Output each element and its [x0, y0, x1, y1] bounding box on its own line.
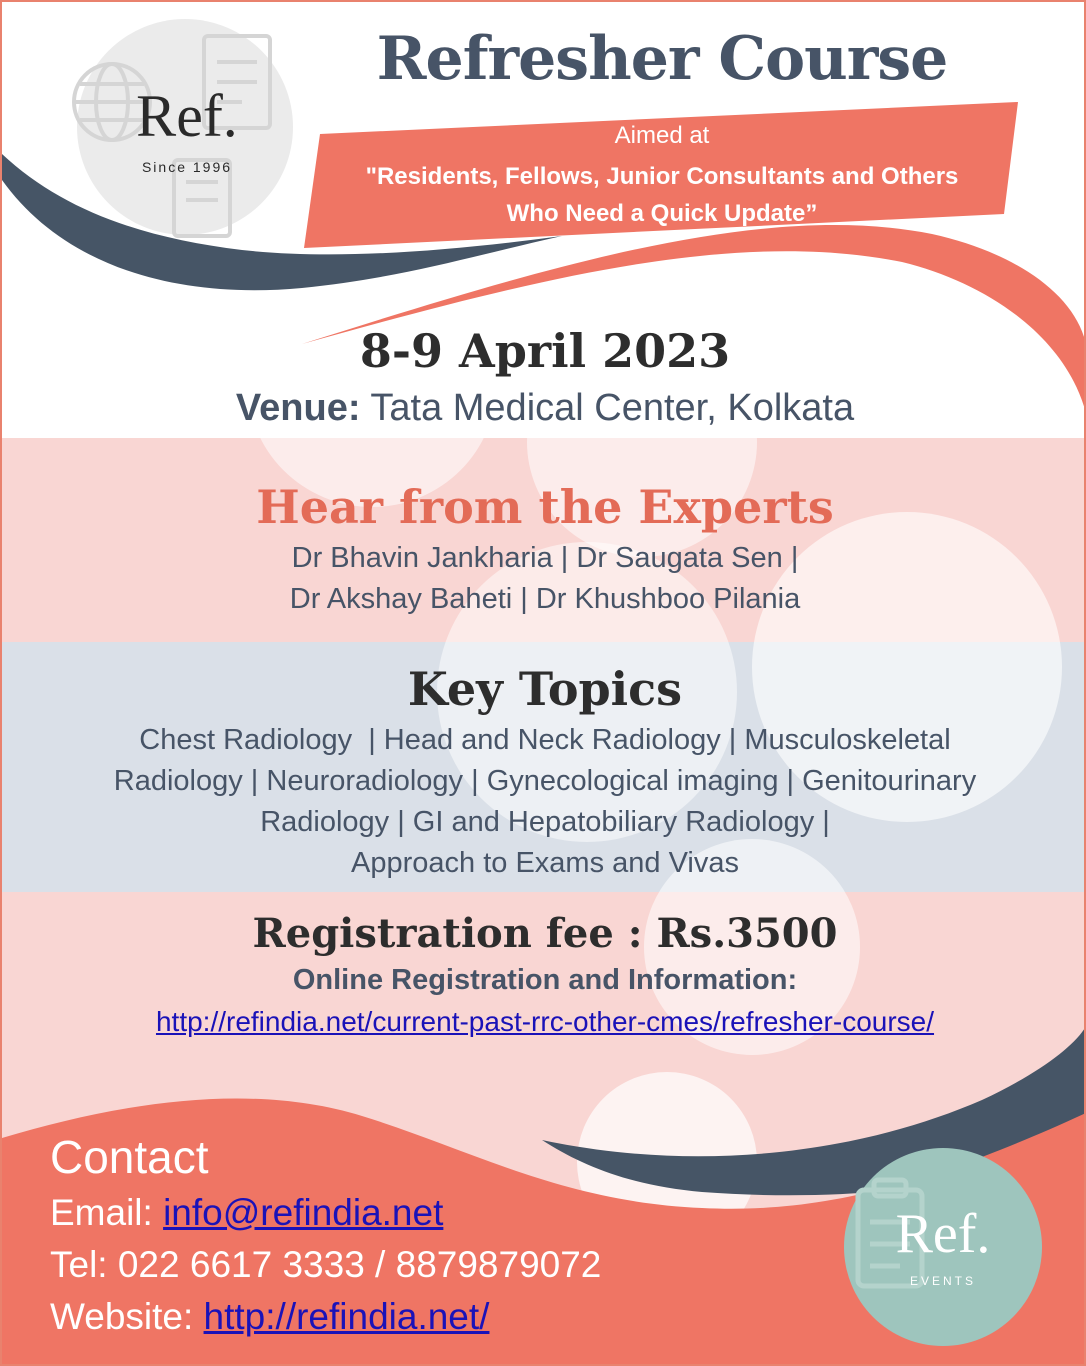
registration-link[interactable]: http://refindia.net/current-past-rrc-other-cmes/refresher-course/ — [155, 1006, 935, 1037]
topics-line-4: Approach to Exams and Vivas — [351, 847, 739, 879]
venue — [2, 387, 1086, 430]
event-date: 8-9 April 2023 — [359, 324, 731, 378]
venue-label: Venue: — [235, 387, 361, 429]
audience-line-2: Who Need a Quick Update” — [506, 200, 818, 227]
bubble — [247, 257, 497, 507]
contact-email — [50, 1192, 443, 1234]
registration-info-label: Online Registration and Information: — [292, 964, 798, 996]
experts-line-1: Dr Bhavin Jankharia | Dr Saugata Sen | — [291, 542, 799, 574]
ref-logo-since: Since 1996 — [141, 159, 233, 175]
email-link[interactable]: info@refindia.net — [163, 1192, 444, 1233]
website-label: Website: — [50, 1296, 204, 1337]
aimed-at-label: Aimed at — [614, 122, 710, 149]
ref-events-logo-sub: EVENTS — [909, 1274, 976, 1288]
experts-heading: Hear from the Experts — [256, 480, 834, 534]
contact-tel: Tel: 022 6617 3333 / 8879879072 — [50, 1244, 602, 1285]
website-link[interactable]: http://refindia.net/ — [203, 1296, 490, 1337]
contact-heading: Contact — [50, 1131, 209, 1183]
topics-line-1: Chest Radiology | Head and Neck Radiology | Musculoskeletal — [139, 724, 951, 756]
ref-logo-text: Ref. — [136, 83, 238, 149]
audience-text — [312, 158, 1012, 232]
experts-line-2: Dr Akshay Baheti | Dr Khushboo Pilania — [289, 583, 801, 615]
registration-fee: Registration fee : Rs.3500 — [252, 910, 838, 957]
topics-heading: Key Topics — [407, 662, 683, 716]
audience-line-1: "Residents, Fellows, Junior Consultants and Others — [365, 163, 959, 190]
topics-list — [22, 720, 1068, 884]
email-label: Email: — [50, 1192, 164, 1233]
page-title: Refresher Course — [376, 24, 948, 94]
ref-events-logo-text: Ref. — [895, 1203, 991, 1265]
topics-line-2: Radiology | Neuroradiology | Gynecological imaging | Genitourinary — [113, 765, 977, 797]
experts-list — [2, 538, 1086, 620]
venue-value: Tata Medical Center, Kolkata — [370, 387, 855, 429]
topics-line-3: Radiology | GI and Hepatobiliary Radiology | — [260, 806, 830, 838]
contact-website — [50, 1296, 489, 1338]
